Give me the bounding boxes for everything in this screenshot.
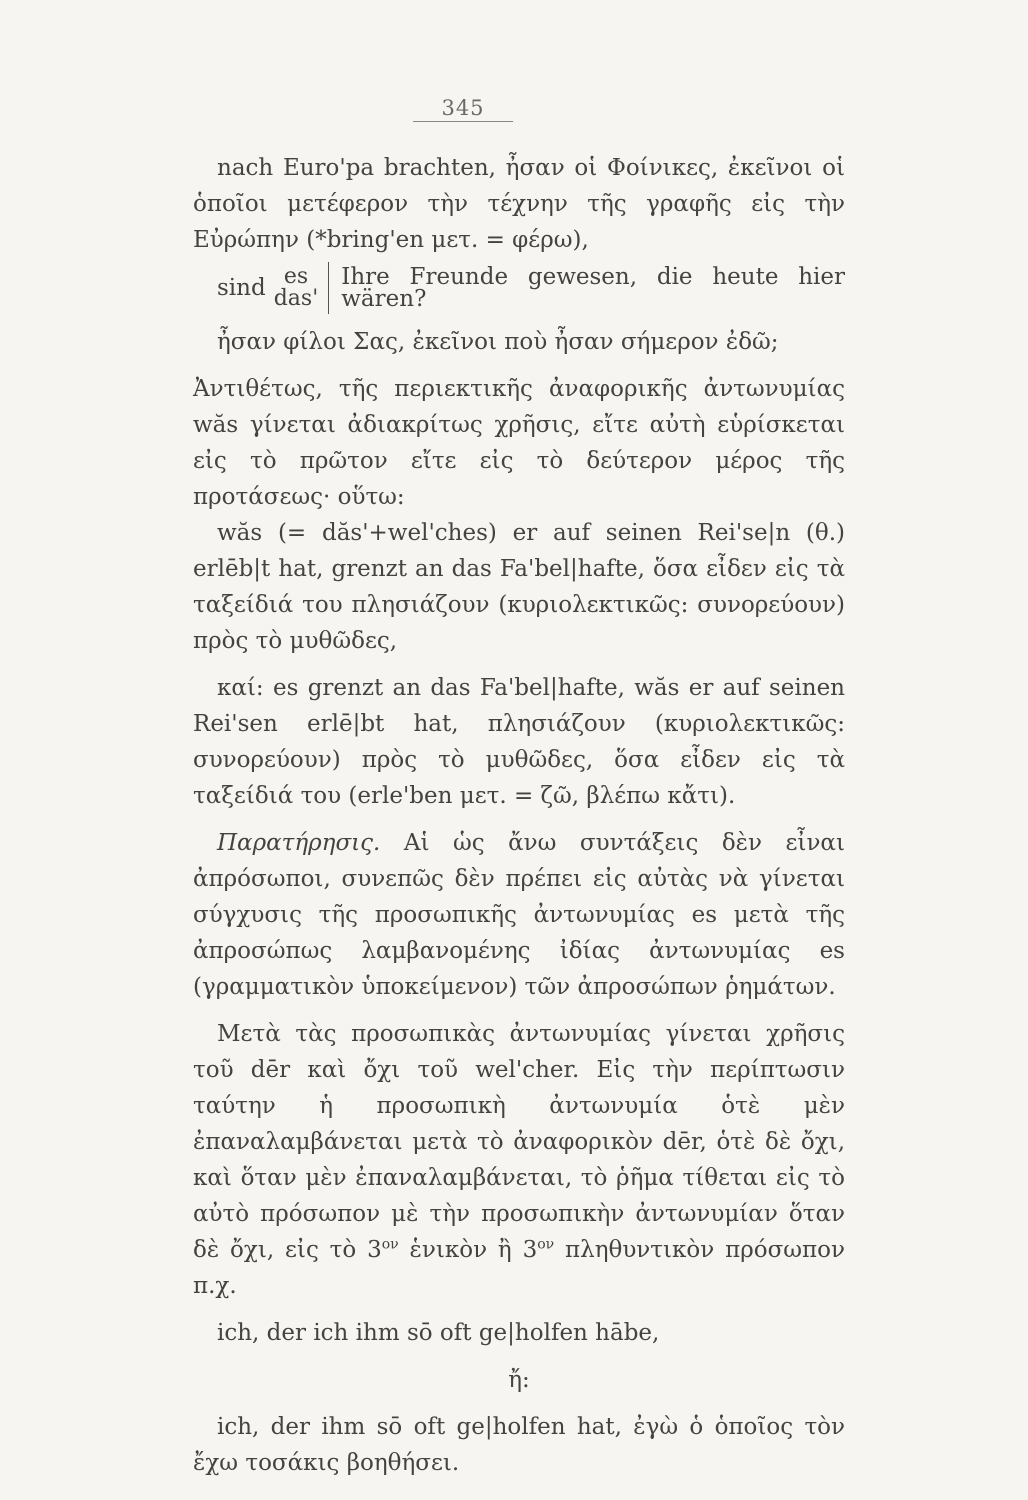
p8-part-b: ἑνικὸν ἢ 3 [398, 1237, 538, 1263]
remark-label: Παρατήρησις. [217, 830, 381, 856]
alternative-construction [217, 262, 845, 314]
page-number-rule [413, 121, 513, 122]
paragraph-3: ἦσαν φίλοι Σας, ἐκεῖνοι ποὺ ἦσαν σήμερον ἐδῶ; [217, 329, 779, 355]
example-2: ich, der ihm sō oft ge|holfen hat, ἐγὼ ὁ ὁποῖος τὸν ἔχω τοσάκις βοηθήσει. [193, 1414, 845, 1476]
example-1: ich, der ich ihm sō oft ge|holfen hābe, [217, 1320, 660, 1346]
alt-bracket [328, 262, 329, 314]
alt-rest: Ihre Freunde gewesen, die heute hier wären? [341, 264, 845, 312]
p8-part-a: Μετὰ τὰς προσωπικὰς ἀντωνυμίας γίνεται χρῆσις τοῦ dēr καὶ ὄχι τοῦ wel'cher. Εἰς τὴν περίπτωσιν ταύτην ἡ προσωπικὴ ἀντωνυμία ὁτὲ μὲν ἐπαναλαμβάνεται μετὰ τὸ ἀναφορικὸν dēr, ὁτὲ δὲ ὄχι, καὶ ὅταν μὲν ἐπαναλαμβάνεται, τὸ ῥῆμα τίθεται εἰς τὸ αὐτὸ πρόσωπον μὲ τὴν προσωπικὴν ἀντωνυμίαν ὅταν δὲ ὄχι, εἰς τὸ 3 [193, 1021, 845, 1263]
paragraph-5: wăs (= dăs'+wel'ches) er auf seinen Rei'se|n (θ.) erlēb|t hat, grenzt an das Fa'bel|hafte, ὅσα εἶδεν εἰς τὰ ταξείδιά του πλησιάζουν (κυριολεκτικῶς: συνορεύουν) πρὸς τὸ μυθῶδες, [193, 520, 845, 654]
remark-text: Αἱ ὡς ἄνω συντάξεις δὲν εἶναι ἀπρόσωποι, συνεπῶς δὲν πρέπει εἰς αὐτὰς νὰ γίνεται σύγχυσις τῆς προσωπικῆς ἀντωνυμίας es μετὰ τῆς ἀπροσώπως λαμβανομένης ἰδίας ἀντωνυμίας es (γραμματικὸν ὑποκείμενον) τῶν ἀπροσώπων ῥημάτων. [193, 830, 845, 1000]
alt-label: sind [217, 275, 266, 301]
p8-sup-2: ον [537, 1236, 555, 1253]
paragraph-1: nach Euro'pa brachten, ἦσαν οἱ Φοίνικες, ἐκεῖνοι οἱ ὁποῖοι μετέφερον τὴν τέχνην τῆς γραφῆς εἰς τὴν Εὐρώπην (*bring'en μετ. = φέρω), [193, 155, 845, 253]
or-separator: ἤ: [508, 1367, 530, 1393]
p8-part-c: πληθυντικὸν πρόσωπον π.χ. [193, 1237, 845, 1299]
page-number: 345 [441, 96, 485, 120]
paragraph-6: καί: es grenzt an das Fa'bel|hafte, wăs er auf seinen Rei'sen erlē|bt hat, πλησιάζουν (κυριολεκτικῶς: συνορεύουν) πρὸς τὸ μυθῶδες, ὅσα εἶδεν εἰς τὰ ταξείδιά του (erle'ben μετ. = ζῶ, βλέπω κἄτι). [193, 675, 845, 809]
page-body [193, 150, 845, 1481]
paragraph-4: Ἀντιθέτως, τῆς περιεκτικῆς ἀναφορικῆς ἀντωνυμίας wăs γίνεται ἀδιακρίτως χρῆσις, εἴτε αὐτὴ εὑρίσκεται εἰς τὸ πρῶτον εἴτε εἰς τὸ δεύτερον μέρος τῆς προτάσεως· οὕτω: [193, 376, 845, 510]
paragraph-8 [193, 1016, 845, 1304]
alt-option-das: das' [273, 286, 319, 311]
paragraph-7 [193, 825, 845, 1005]
alt-option-es: es [283, 264, 309, 289]
p8-sup-1: ον [381, 1236, 399, 1253]
alt-stack [274, 266, 319, 310]
